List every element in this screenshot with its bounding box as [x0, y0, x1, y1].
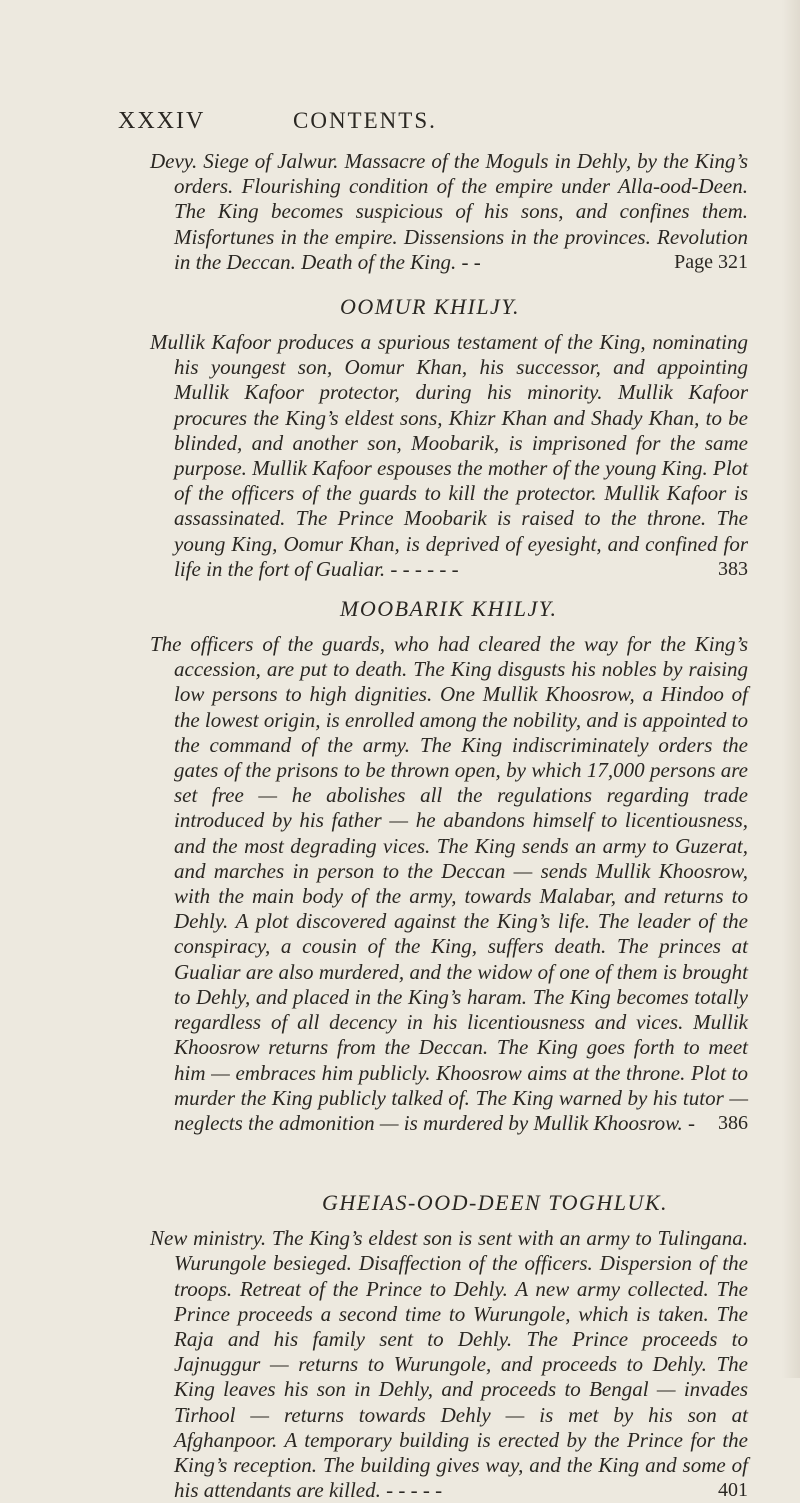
contents-entry-oomur-khiljy: [150, 330, 748, 582]
page-reference: 386: [718, 1111, 748, 1134]
section-heading-moobarik-khiljy: MOOBARIK KHILJY.: [340, 596, 558, 622]
entry-text: Mullik Kafoor produces a spurious testament of the King, nominating his youngest son, Oomur Khan, his successor, and appointing Mullik Kafoor protector, during his minority. Mullik Kafoor procures the King’s eldest sons, Khizr Khan and Shady Khan, to be blinded, and another son, Moobarik, is imprisoned for the same purpose. Mullik Kafoor espouses the mother of the young King. Plot of the officers of the guards to kill the protector. Mullik Kafoor is assassinated. The Prince Moobarik is raised to the throne. The young King, Oomur Khan, is deprived of eyesight, and confined for life in the fort of Gualiar. - - - - - -: [150, 330, 748, 581]
page-number: XXXIV: [118, 108, 206, 134]
contents-entry-gheias-ood-deen-toghluk: [150, 1226, 748, 1503]
contents-entry-intro: [150, 149, 748, 275]
contents-entry-moobarik-khiljy: [150, 632, 748, 1136]
running-title: CONTENTS.: [293, 108, 437, 133]
running-head: [118, 108, 728, 138]
page-reference: 401: [718, 1479, 748, 1502]
entry-text: The officers of the guards, who had cleared the way for the King’s accession, are put to death. The King disgusts his nobles by raising low persons to high dignities. One Mullik Khoosrow, a Hindoo of the lowest origin, is enrolled among the nobility, and is appointed to the command of the army. The King indiscriminately orders the gates of the prisons to be thrown open, by which 17,000 persons are set free — he abolishes all the regulations regarding trade introduced by his father — he abandons himself to licentiousness, and the most degrading vices. The King sends an army to Guzerat, and marches in person to the Deccan — sends Mullik Khoosrow, with the main body of the army, towards Malabar, and returns to Dehly. A plot discovered against the King’s life. The leader of the conspiracy, a cousin of the King, suffers death. The princes at Gualiar are also murdered, and the widow of one of them is brought to Dehly, and placed in the King’s haram. The King becomes totally regardless of all decency in his licentiousness and vices. Mullik Khoosrow returns from the Deccan. The King goes forth to meet him — embraces him publicly. Khoosrow aims at the throne. Plot to murder the King publicly talked of. The King warned by his tutor — neglects the admonition — is murdered by Mullik Khoosrow. -: [150, 632, 748, 1135]
entry-text: New ministry. The King’s eldest son is sent with an army to Tulingana. Wurungole besieged. Disaffection of the officers. Dispersion of the troops. Retreat of the Prince to Dehly. A new army collected. The Prince proceeds a second time to Wurungole, which is taken. The Raja and his family sent to Dehly. The Prince proceeds to Jajnuggur — returns to Wurungole, and proceeds to Dehly. The King leaves his son in Dehly, and proceeds to Bengal — invades Tirhool — returns towards Dehly — is met by his son at Afghanpoor. A temporary building is erected by the Prince for the King’s reception. The building gives way, and the King and some of his attendants are killed. - - - - -: [150, 1226, 748, 1503]
page-reference: Page 321: [674, 250, 748, 273]
contents-body: [150, 149, 748, 1503]
section-heading-oomur-khiljy: OOMUR KHILJY.: [340, 294, 521, 320]
entry-text: Devy. Siege of Jalwur. Massacre of the Moguls in Dehly, by the King’s orders. Flourishing condition of the empire under Alla-ood-Deen. The King becomes suspicious of his sons, and confines them. Misfortunes in the empire. Dissensions in the provinces. Revolution in the Deccan. Death of the King. - -: [150, 149, 748, 274]
section-heading-gheias-ood-deen-toghluk: GHEIAS-OOD-DEEN TOGHLUK.: [322, 1190, 669, 1216]
page-reference: 383: [718, 557, 748, 580]
